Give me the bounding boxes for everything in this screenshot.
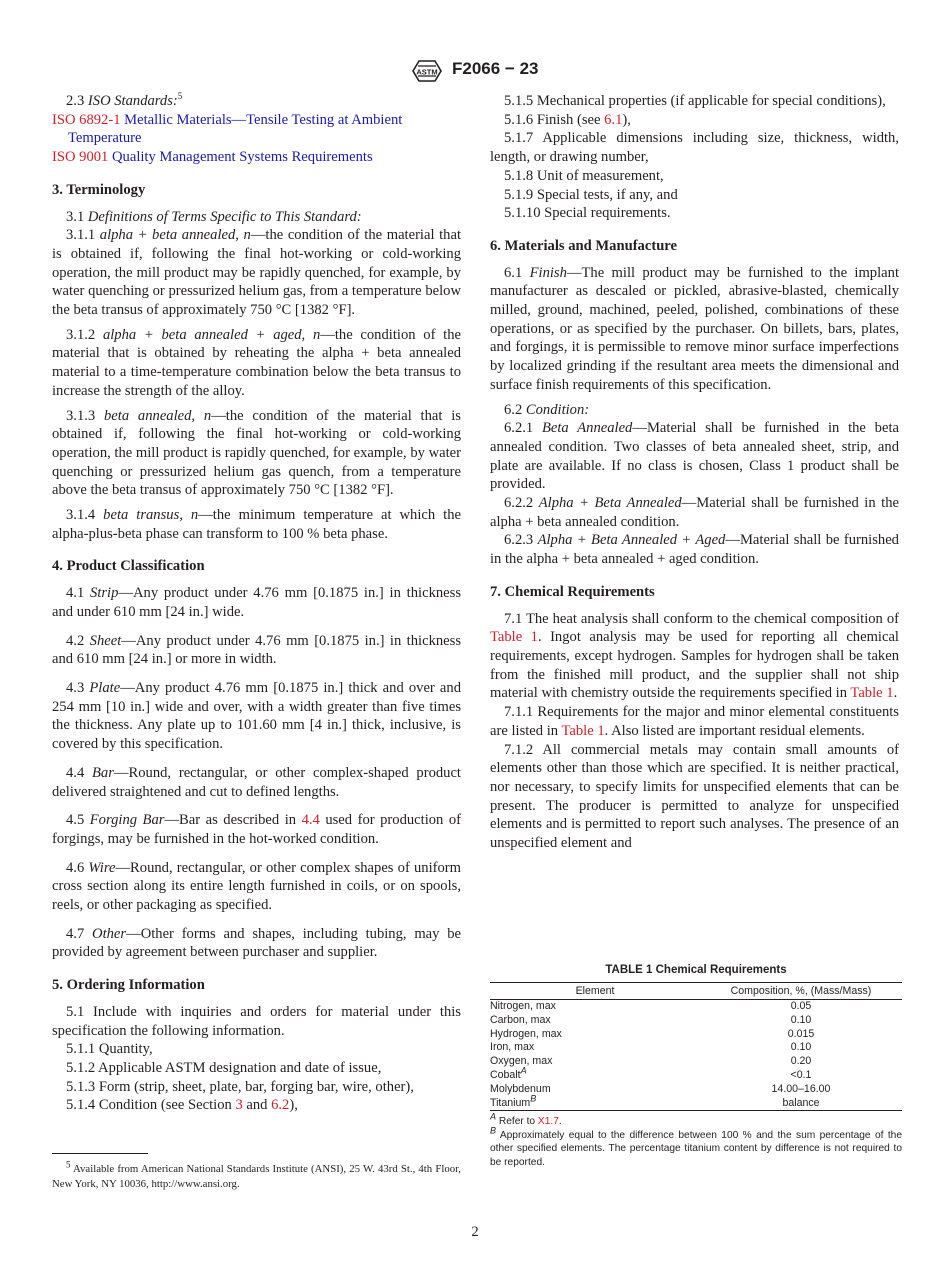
page-header — [0, 58, 950, 84]
right-column — [490, 92, 899, 853]
section-3-link[interactable]: 3 — [235, 1097, 243, 1114]
composition-cell: 0.10 — [790, 1013, 812, 1026]
element-cell: Cobalt$^A$ — [490, 1065, 527, 1081]
para-7-1: 7.1 The heat analysis shall conform to the chemical composition of Table 1. Ingot analysis may be used for reporting all chemical requirements, except hydrogen. Samples for hydrogen shall be taken from the finished mill product, and the supplier shall not ship material with chemistry outside the requirements specified in Table 1. — [490, 610, 899, 702]
element-cell: Oxygen, max — [490, 1055, 553, 1068]
iso-9001-link[interactable]: ISO 9001 — [52, 149, 109, 166]
heading-chemical-requirements: 7. Chemical Requirements — [490, 583, 655, 600]
para-6-2-3: 6.2.3 Alpha + Beta Annealed + Aged—Material shall be furnished in the alpha + beta annealed + aged condition. — [490, 532, 899, 568]
para-3-1-1: 3.1.1 alpha + beta annealed, n—the condition of the material that is obtained if, following the final hot-working or cold-working operation, the mill product may be rapidly quenched, for example, by water quenching or pressurized helium gas, from a temperature below the beta transus of approximately 750 °C [1382 °F]. — [52, 227, 461, 319]
table-row — [490, 1028, 902, 1042]
para-5-1-5: 5.1.5 Mechanical properties (if applicable for special conditions), — [504, 93, 886, 109]
table-note-b: $^B$ Approximately equal to the difference between 100 % and the sum percentage of the other specified elements. The percentage titanium content by difference is not required to be reported. — [490, 1125, 902, 1168]
page-number: 2 — [471, 1224, 479, 1240]
column-header-composition: Composition, %, (Mass/Mass) — [700, 983, 902, 1000]
section-2-3: 2.3 ISO Standards:$^5$ — [66, 91, 183, 109]
composition-cell: balance — [700, 1097, 902, 1111]
table-1-link[interactable]: Table 1 — [561, 722, 605, 739]
table-notes — [490, 1111, 902, 1169]
section-6-1-link[interactable]: 6.1 — [604, 111, 623, 128]
para-4-7: 4.7 Other—Other forms and shapes, including tubing, may be provided by agreement between purchaser and supplier. — [52, 925, 462, 961]
composition-cell: 0.10 — [790, 1041, 812, 1054]
para-5-1-6: 5.1.6 Finish (see 6.1), — [504, 111, 631, 128]
heading-product-classification: 4. Product Classification — [52, 558, 205, 575]
table-title: TABLE 1 Chemical Requirements — [605, 964, 787, 976]
element-cell: Carbon, max — [490, 1013, 551, 1026]
element-cell: Nitrogen, max — [490, 1000, 556, 1012]
element-cell: Hydrogen, max — [490, 1027, 562, 1040]
appendix-x1-7-link[interactable]: X1.7 — [537, 1116, 559, 1128]
astm-logo-icon — [410, 58, 444, 84]
section-4-4-link[interactable]: 4.4 — [301, 812, 320, 829]
para-5-1-3: 5.1.3 Form (strip, sheet, plate, bar, forging bar, wire, other), — [66, 1078, 414, 1095]
table-row — [490, 1055, 902, 1069]
para-3-1-2: 3.1.2 alpha + beta annealed + aged, n—the condition of the material that is obtained by reheating the alpha + beta annealed material to a time-temperature combination below the beta transus to increase the strength of the alloy. — [52, 326, 462, 399]
para-4-1: 4.1 Strip—Any product under 4.76 mm [0.1875 in.] in thickness and under 610 mm [24 in.] wide. — [52, 585, 461, 620]
table-row — [490, 1000, 902, 1014]
composition-cell: <0.1 — [790, 1068, 812, 1081]
para-5-1-8: 5.1.8 Unit of measurement, — [504, 167, 664, 184]
para-3-1-3: 3.1.3 beta annealed, n—the condition of the material that is obtained if, following the final hot-working or cold-working operation, the mill product is rapidly quenched, for example, by water quenching or pressurized helium gas quench, from a temperature above the beta transus of approximately 750 °C [1382 °F]. — [52, 407, 461, 499]
para-5-1-7: 5.1.7 Applicable dimensions including size, thickness, width, length, or drawing number, — [490, 130, 899, 166]
composition-cell: 0.20 — [790, 1055, 812, 1068]
footnote-5: $^5$ Available from American National Standards Institute (ANSI), 25 W. 43rd St., 4th Floor, New York, NY 10036, http://www.ansi.org. — [52, 1159, 461, 1190]
heading-terminology: 3. Terminology — [52, 181, 146, 198]
para-5-1-9: 5.1.9 Special tests, if any, and — [504, 186, 678, 203]
iso-6892-link[interactable]: ISO 6892-1 — [52, 111, 121, 128]
column-header-element: Element — [490, 983, 700, 1000]
para-5-1-4: 5.1.4 Condition (see Section 3 and 6.2), — [66, 1097, 298, 1114]
para-5-1-1: 5.1.1 Quantity, — [66, 1041, 153, 1058]
chemical-requirements-table — [490, 982, 902, 1111]
svg-text:ASTM: ASTM — [416, 67, 438, 77]
composition-cell: 0.015 — [787, 1027, 815, 1040]
para-4-5: 4.5 Forging Bar—Bar as described in 4.4 used for production of forgings, may be furnished in the hot-worked condition. — [52, 812, 462, 847]
document-id: F2066 − 23 — [452, 59, 539, 78]
table-row — [490, 1014, 902, 1028]
footnote-divider — [52, 1153, 148, 1154]
para-4-4: 4.4 Bar—Round, rectangular, or other complex-shaped product delivered straightened and cut to defined lengths. — [52, 764, 461, 800]
para-7-1-1: 7.1.1 Requirements for the major and minor elemental constituents are listed in Table 1. Also listed are important residual elements. — [490, 704, 899, 739]
left-column — [52, 92, 461, 1115]
iso-6892-reference: ISO 6892-1 Metallic Materials—Tensile Testing at Ambient Temperature — [52, 111, 403, 147]
section-6-2-link[interactable]: 6.2 — [271, 1097, 290, 1114]
para-5-1-2: 5.1.2 Applicable ASTM designation and date of issue, — [66, 1059, 382, 1076]
element-cell: Molybdenum — [490, 1082, 551, 1095]
para-5-1: 5.1 Include with inquiries and orders for material under this specification the following information. — [52, 1003, 461, 1039]
element-cell: Titanium$^B$ — [490, 1097, 700, 1111]
element-cell: Iron, max — [490, 1041, 535, 1054]
para-6-2-1: 6.2.1 Beta Annealed—Material shall be furnished in the beta annealed condition. Two classes of beta annealed sheet, strip, and plate are available. If no class is chosen, Class 1 product shall be provided. — [490, 420, 899, 493]
heading-materials-manufacture: 6. Materials and Manufacture — [490, 237, 677, 254]
composition-cell: 14.00–16.00 — [771, 1082, 831, 1095]
para-6-2: 6.2 Condition: — [504, 401, 590, 418]
para-3-1: 3.1 Definitions of Terms Specific to This Standard: — [66, 208, 362, 225]
iso-9001-reference: ISO 9001 Quality Management Systems Requirements — [52, 149, 373, 166]
para-6-2-2: 6.2.2 Alpha + Beta Annealed—Material shall be furnished in the alpha + beta annealed condition. — [490, 495, 900, 530]
table-note-a: $^A$ Refer to X1.7. — [490, 1111, 562, 1128]
table-row — [490, 1083, 902, 1097]
table-1 — [490, 964, 902, 1169]
table-row — [490, 1097, 902, 1111]
para-5-1-10: 5.1.10 Special requirements. — [504, 205, 671, 222]
table-row — [490, 1041, 902, 1055]
composition-cell: 0.05 — [790, 1000, 812, 1012]
para-4-3: 4.3 Plate—Any product 4.76 mm [0.1875 in.] thick and over and 254 mm [10 in.] wide and over, with a width greater than five times the thickness. Any plate up to 101.60 mm [4 in.] thick, inclusive, is covered by this specification. — [52, 679, 461, 753]
para-7-1-2: 7.1.2 All commercial metals may contain small amounts of elements other than those which are specified. It is neither practical, nor necessary, to specify limits for unspecified elements that can be present. The producer is permitted to analyze for unspecified elements and is permitted to report such analyses. The presence of an unspecified element and — [490, 741, 899, 852]
para-3-1-4: 3.1.4 beta transus, n—the minimum temperature at which the alpha-plus-beta phase can transform to 100 % beta phase. — [52, 507, 461, 542]
table-row — [490, 1069, 902, 1083]
para-4-2: 4.2 Sheet—Any product under 4.76 mm [0.1875 in.] in thickness and 610 mm [24 in.] or more in width. — [52, 632, 461, 668]
heading-ordering-information: 5. Ordering Information — [52, 977, 205, 994]
para-6-1: 6.1 Finish—The mill product may be furnished to the implant manufacturer as descaled or pickled, abrasive-blasted, chemically milled, ground, machined, peeled, polished, combinations of these operations, or as specified by the purchaser. On billets, bars, plates, and forgings, it is permissible to remove minor surface imperfections by localized grinding if the resultant area meets the dimensional and surface finish requirements of this specification. — [490, 264, 899, 393]
table-1-link[interactable]: Table 1 — [850, 685, 894, 702]
para-4-6: 4.6 Wire—Round, rectangular, or other complex shapes of uniform cross section along its entire length furnished in coils, or on spools, reels, or other packaging as specified. — [52, 859, 462, 914]
table-1-link[interactable]: Table 1 — [490, 629, 538, 646]
